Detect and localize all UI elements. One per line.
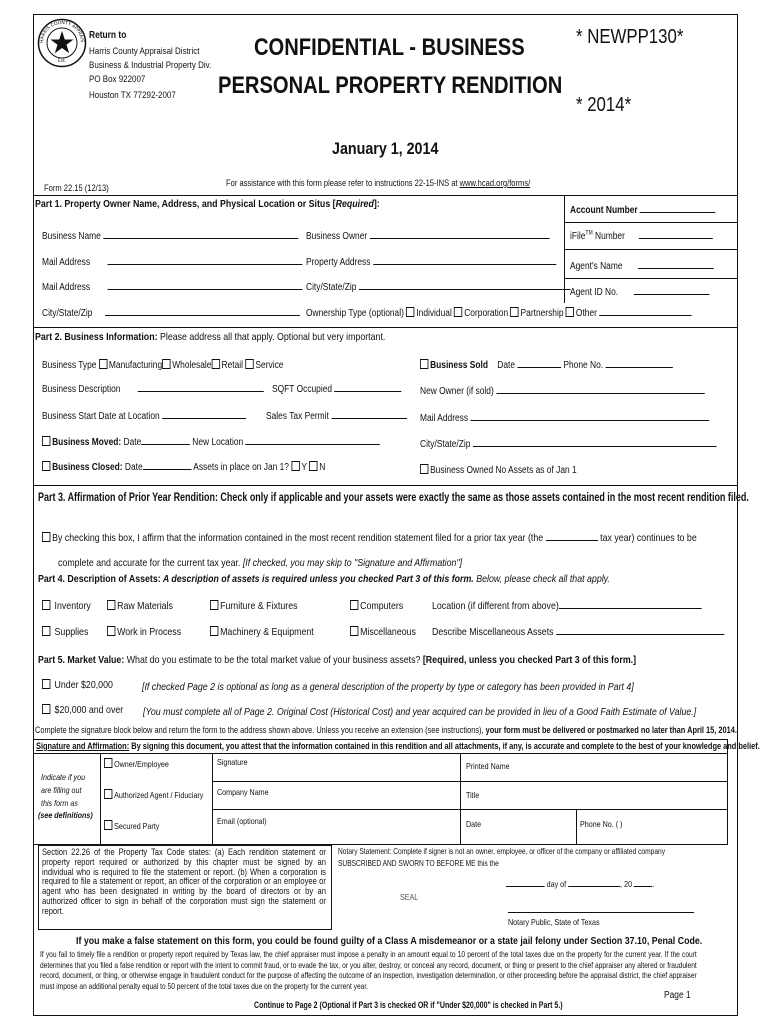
mail-address-2-label: Mail Address xyxy=(42,282,91,293)
closed-date-label: Date xyxy=(124,462,143,473)
work-in-process-label: Work in Process xyxy=(117,626,182,638)
authorized-agent-checkbox[interactable] xyxy=(104,789,112,799)
part1-heading-text: Part 1. Property Owner Name, Address, and Physical Location or Situs [ xyxy=(35,198,336,210)
page-number: Page 1 xyxy=(664,990,691,1001)
form-year-code: * 2014* xyxy=(576,94,632,116)
start-date-label: Business Start Date at Location xyxy=(42,411,160,422)
part4-heading-italic: A description of assets is required unless you checked Part 3 of this form. xyxy=(160,573,474,585)
ifile-tm: TM xyxy=(585,230,593,237)
notary-year-input[interactable] xyxy=(634,878,652,887)
sqft-occupied-field[interactable] xyxy=(272,383,402,395)
business-sold-row xyxy=(420,359,673,371)
part2-divider xyxy=(33,327,738,328)
notary-year-prefix: , 20 xyxy=(620,879,633,889)
sold-city-state-zip-field[interactable] xyxy=(420,438,716,450)
partnership-label: Partnership xyxy=(520,308,564,319)
penalty-text: If you fail to timely file a rendition or property report required by Texas law, the chief appraiser must impose a penalty in an amount equal to 10 percent of the total taxes due on the property for the current year. If the court determines that you filed a false rendition or report with the intent to commit fraud, or to evade the tax, or you alter, destroy, or conceal any record, document, or thing or present to the chief appraiser any altered or fraudulent record, document, or thing, or otherwise engage in fraudulent conduct for the purpose of affecting the outcome of an inspection, investigation determination, or other proceeding before the appraisal district, the chief appraiser must impose an additional penalty equal to 50 percent of the total taxes due on the property for the current year. xyxy=(40,949,697,991)
business-type-row xyxy=(42,359,283,371)
assets-no-label: N xyxy=(319,462,326,473)
seal-text: HARRIS COUNTY APPRAIS xyxy=(39,20,85,44)
part3-divider xyxy=(33,485,738,486)
sales-tax-permit-label: Sales Tax Permit xyxy=(266,411,329,422)
assets-yes-label: Y xyxy=(301,462,307,473)
notary-month-input[interactable] xyxy=(568,878,620,887)
authorized-agent-label: Authorized Agent / Fiduciary xyxy=(114,790,204,800)
assistance-text xyxy=(226,178,530,188)
machinery-option xyxy=(210,626,314,638)
assets-yes-checkbox[interactable] xyxy=(291,461,299,471)
email-field[interactable]: Email (optional) xyxy=(217,816,267,826)
inventory-option xyxy=(42,600,91,612)
return-to-label: Return to xyxy=(89,30,127,41)
secured-party-option xyxy=(104,820,159,831)
mail-address-2-field[interactable] xyxy=(42,281,302,293)
property-address-label: Property Address xyxy=(306,257,371,268)
return-line-2: Business & Industrial Property Div. xyxy=(89,60,212,71)
business-owner-label: Business Owner xyxy=(306,231,368,242)
notary-public-label: Notary Public, State of Texas xyxy=(508,917,600,927)
business-closed-row xyxy=(42,461,325,473)
individual-checkbox[interactable] xyxy=(406,307,414,317)
part4-heading xyxy=(38,573,610,585)
return-line-3: PO Box 922007 xyxy=(89,74,146,85)
part3-line2-text: complete and accurate for the current tax year. xyxy=(58,557,243,569)
part1-heading-end: ]: xyxy=(373,198,380,210)
business-name-field[interactable] xyxy=(42,230,298,242)
part2-heading-text: Part 2. Business Information: xyxy=(35,331,158,343)
business-owner-field[interactable] xyxy=(306,230,549,242)
moved-date-input[interactable] xyxy=(141,436,190,445)
part4-heading-text: Part 4. Description of Assets: xyxy=(38,573,161,585)
supplies-label: Supplies xyxy=(54,626,89,638)
part3-line2-italic: [If checked, you may skip to "Signature and Affirmation"] xyxy=(242,557,463,569)
notary-subscribed: SUBSCRIBED AND SWORN TO BEFORE ME this the xyxy=(338,858,499,868)
business-moved-checkbox[interactable] xyxy=(42,436,50,446)
part5-required: [Required, unless you checked Part 3 of this form.] xyxy=(422,654,637,666)
inventory-checkbox[interactable] xyxy=(42,600,50,610)
raw-materials-checkbox[interactable] xyxy=(107,600,115,610)
part3-affirm-checkbox[interactable] xyxy=(42,532,50,542)
assistance-label: For assistance with this form please refer to instructions 22-15-INS at xyxy=(226,178,460,188)
part3-line2 xyxy=(58,557,462,569)
account-number-label: Account Number xyxy=(570,205,638,216)
return-line-4: Houston TX 77292-2007 xyxy=(89,90,176,101)
manufacturing-checkbox[interactable] xyxy=(99,359,107,369)
authorized-agent-option xyxy=(104,789,203,800)
raw-materials-option xyxy=(107,600,173,612)
phone-field[interactable]: Phone No. ( ) xyxy=(580,819,623,829)
sold-date-label: Date xyxy=(497,360,516,371)
under-20000-note: [If checked Page 2 is optional as long as a general description of the property by type or category has been provided in Part 4] xyxy=(142,681,634,693)
notary-seal-label: SEAL xyxy=(400,892,419,902)
indicate-line-1: Indicate if you xyxy=(41,772,86,782)
business-name-label: Business Name xyxy=(42,231,101,242)
part4-heading-note: Below, please check all that apply. xyxy=(473,573,610,585)
part5-heading xyxy=(38,654,636,666)
service-label: Service xyxy=(255,360,284,371)
work-in-process-checkbox[interactable] xyxy=(107,626,115,636)
sig-col-divider-3 xyxy=(460,753,461,845)
new-location-label: New Location xyxy=(192,437,244,448)
retail-label: Retail xyxy=(221,360,244,371)
furniture-checkbox[interactable] xyxy=(210,600,218,610)
new-owner-field[interactable] xyxy=(420,385,704,397)
over-20000-label: $20,000 and over xyxy=(54,704,124,716)
sig-col-divider-1 xyxy=(100,753,101,845)
continue-note: Continue to Page 2 (Optional if Part 3 is checked OR if "Under $20,000" is checked in Part 5.) xyxy=(254,1000,563,1010)
business-description-label: Business Description xyxy=(42,384,121,395)
owner-employee-checkbox[interactable] xyxy=(104,758,112,768)
agents-name-divider xyxy=(564,278,738,279)
sold-phone-label: Phone No. xyxy=(563,360,604,371)
agent-id-field[interactable] xyxy=(570,286,709,298)
sig-row-divider-1 xyxy=(212,781,728,782)
miscellaneous-label: Miscellaneous xyxy=(360,626,416,638)
property-address-field[interactable] xyxy=(306,256,556,268)
business-moved-label: Business Moved: xyxy=(52,437,122,448)
corporation-label: Corporation xyxy=(464,308,509,319)
miscellaneous-checkbox[interactable] xyxy=(350,626,358,636)
form-number: Form 22.15 (12/13) xyxy=(44,183,109,193)
location-field[interactable] xyxy=(432,600,702,612)
other-label: Other xyxy=(575,308,597,319)
manufacturing-label: Manufacturing xyxy=(108,360,163,371)
agent-id-label: Agent ID No. xyxy=(570,287,619,298)
other-checkbox[interactable] xyxy=(566,307,574,317)
part3-line1a: By checking this box, I affirm that the information contained in the most recent rendition statement filed for a prior tax year (the xyxy=(52,532,544,544)
sig-col-divider-2 xyxy=(212,753,213,845)
company-name-field[interactable]: Company Name xyxy=(217,787,269,797)
supplies-option xyxy=(42,626,88,638)
sold-date-input[interactable] xyxy=(517,359,561,368)
inventory-label: Inventory xyxy=(54,600,91,612)
return-deadline: your form must be delivered or postmarked no later than April 15, 2014. xyxy=(485,725,737,736)
ifile-label: iFile xyxy=(570,231,586,242)
agents-name-field[interactable] xyxy=(570,260,714,272)
computers-option xyxy=(350,600,403,612)
machinery-checkbox[interactable] xyxy=(210,626,218,636)
mail-address-field[interactable] xyxy=(42,256,302,268)
machinery-label: Machinery & Equipment xyxy=(220,626,314,638)
form-code: * NEWPP130* xyxy=(576,26,684,48)
printed-name-field[interactable]: Printed Name xyxy=(466,761,510,771)
furniture-option xyxy=(210,600,298,612)
under-20000-label: Under $20,000 xyxy=(54,679,113,691)
account-number-field[interactable] xyxy=(570,204,716,216)
sold-city-state-zip-label: City/State/Zip xyxy=(420,439,471,450)
form-title-line1: CONFIDENTIAL - BUSINESS xyxy=(254,34,525,61)
new-owner-label: New Owner (if sold) xyxy=(420,386,494,397)
signature-heading-text: Signature and Affirmation: xyxy=(36,741,130,752)
notary-statement: Notary Statement: Complete if signer is not an owner, employee, or officer of the company or affiliated company xyxy=(338,846,666,856)
part2-heading-note: Please address all that apply. Optional but very important. xyxy=(157,331,386,343)
location-label: Location (if different from above) xyxy=(432,600,559,612)
return-line-1: Harris County Appraisal District xyxy=(89,46,200,57)
sold-phone-input[interactable] xyxy=(605,359,672,368)
prior-tax-year-input[interactable] xyxy=(546,532,598,541)
part3-heading: Part 3. Affirmation of Prior Year Rendition: Check only if applicable and your assets were exactly the same as those assets contained in the most recent rendition filed. xyxy=(38,492,749,504)
ifile-divider xyxy=(564,249,738,250)
partnership-checkbox[interactable] xyxy=(510,307,518,317)
closed-date-input[interactable] xyxy=(143,461,192,470)
date-field[interactable]: Date xyxy=(466,819,482,829)
describe-misc-field[interactable] xyxy=(432,626,724,638)
over-20000-note: [You must complete all of Page 2. Original Cost (Historical Cost) and year acquired can be provided in lieu of a Good Faith Estimate of Value.] xyxy=(143,706,697,718)
secured-party-label: Secured Party xyxy=(114,821,160,831)
part3-line1b: tax year) continues to be xyxy=(600,532,697,544)
owned-no-assets-row xyxy=(420,464,577,476)
mail-address-label: Mail Address xyxy=(42,257,91,268)
over-20000-checkbox[interactable] xyxy=(42,704,50,714)
account-number-divider xyxy=(564,222,738,223)
city-state-zip-left-label: City/State/Zip xyxy=(42,308,93,319)
agents-name-label: Agent's Name xyxy=(570,261,623,272)
wholesale-label: Wholesale xyxy=(172,360,212,371)
sig-col-divider-4 xyxy=(576,809,577,845)
business-sold-label: Business Sold xyxy=(430,360,488,371)
retail-checkbox[interactable] xyxy=(211,359,219,369)
see-definitions: (see definitions) xyxy=(38,810,93,820)
sig-heading-divider xyxy=(33,753,728,754)
owned-no-assets-checkbox[interactable] xyxy=(420,464,428,474)
owner-employee-option xyxy=(104,758,169,769)
new-location-input[interactable] xyxy=(246,436,380,445)
sold-mail-address-field[interactable] xyxy=(420,412,709,424)
secured-party-checkbox[interactable] xyxy=(104,820,112,830)
describe-misc-label: Describe Miscellaneous Assets xyxy=(432,626,554,638)
sales-tax-permit-field[interactable] xyxy=(266,410,407,422)
part5-heading-text: Part 5. Market Value: xyxy=(38,654,125,666)
return-instructions xyxy=(35,725,737,736)
notary-signature-line[interactable] xyxy=(508,912,694,913)
ifile-number-field[interactable] xyxy=(570,230,713,242)
part3-affirm-row xyxy=(42,532,697,544)
service-checkbox[interactable] xyxy=(245,359,253,369)
notary-day-of: day of xyxy=(546,879,567,889)
false-statement-warning: If you make a false statement on this form, you could be found guilty of a Class A misdemeanor or a state jail felony under Section 37.10, Penal Code. xyxy=(76,935,703,947)
seal-est: Est. xyxy=(57,59,67,64)
corporation-checkbox[interactable] xyxy=(454,307,462,317)
sig-row-divider-2 xyxy=(212,809,728,810)
city-state-zip-label: City/State/Zip xyxy=(306,282,357,293)
signature-field[interactable]: Signature xyxy=(217,757,248,767)
form-title-line2: PERSONAL PROPERTY RENDITION xyxy=(218,72,563,99)
hcad-seal-logo xyxy=(37,18,87,68)
business-sold-checkbox[interactable] xyxy=(420,359,428,369)
city-state-zip-field[interactable] xyxy=(306,281,570,293)
raw-materials-label: Raw Materials xyxy=(117,600,173,612)
over-20000-option xyxy=(42,704,123,716)
assets-no-checkbox[interactable] xyxy=(309,461,317,471)
assistance-link[interactable]: www.hcad.org/forms/ xyxy=(459,178,531,188)
part2-heading xyxy=(35,331,385,343)
sold-mail-address-label: Mail Address xyxy=(420,413,469,424)
computers-checkbox[interactable] xyxy=(350,600,358,610)
supplies-checkbox[interactable] xyxy=(42,626,50,636)
indicate-line-3: this form as xyxy=(41,798,78,808)
signature-heading xyxy=(36,741,760,752)
business-description-field[interactable] xyxy=(42,383,264,395)
return-instructions-text: Complete the signature block below and return the form to the address shown above. Unless you receive an extension (see instructions), xyxy=(35,725,486,736)
under-20000-checkbox[interactable] xyxy=(42,679,50,689)
title-field[interactable]: Title xyxy=(466,790,480,800)
miscellaneous-option xyxy=(350,626,416,638)
signature-statement: By signing this document, you attest that the information contained in this rendition and all attachments, if any, is accurate and complete to the best of your knowledge and belief. xyxy=(129,741,760,752)
business-closed-checkbox[interactable] xyxy=(42,461,50,471)
sqft-occupied-label: SQFT Occupied xyxy=(272,384,333,395)
start-date-field[interactable] xyxy=(42,410,246,422)
header-divider xyxy=(33,195,738,196)
ownership-type-row xyxy=(306,307,692,319)
part1-heading xyxy=(35,198,380,210)
individual-label: Individual xyxy=(416,308,452,319)
owner-employee-label: Owner/Employee xyxy=(114,759,169,769)
part1-required: Required xyxy=(335,198,374,210)
notary-day-input[interactable] xyxy=(506,878,545,887)
ownership-type-label: Ownership Type (optional) xyxy=(306,308,404,319)
wholesale-checkbox[interactable] xyxy=(162,359,170,369)
owned-no-assets-label: Business Owned No Assets as of Jan 1 xyxy=(430,465,577,476)
indicate-line-2: are filling out xyxy=(41,785,82,795)
business-moved-row xyxy=(42,436,380,448)
assets-in-place-label: Assets in place on Jan 1? xyxy=(193,462,289,473)
part5-question: What do you estimate to be the total market value of your business assets? xyxy=(124,654,423,666)
business-type-label: Business Type xyxy=(42,360,97,371)
moved-date-label: Date xyxy=(123,437,142,448)
computers-label: Computers xyxy=(360,600,404,612)
rendition-date: January 1, 2014 xyxy=(332,139,439,158)
section-2226-text: Section 22.26 of the Property Tax Code states: (a) Each rendition statement or property report required or authorized by this chapter must be signed by an individual who is required to file the statement or report. (b) When a corporation is required to file a statement or report, an officer of the corporation or an employee or agent who has been designated in writing by the board of directors or by an authorized officer to sign in behalf of the corporation must sign the statement or report. xyxy=(42,847,326,916)
notary-day-row: day of , 20 . xyxy=(506,878,655,889)
business-closed-label: Business Closed: xyxy=(52,462,123,473)
furniture-label: Furniture & Fixtures xyxy=(220,600,298,612)
under-20000-option xyxy=(42,679,113,691)
work-in-process-option xyxy=(107,626,181,638)
ifile-number-label: Number xyxy=(592,231,625,242)
city-state-zip-left-field[interactable] xyxy=(42,307,300,319)
